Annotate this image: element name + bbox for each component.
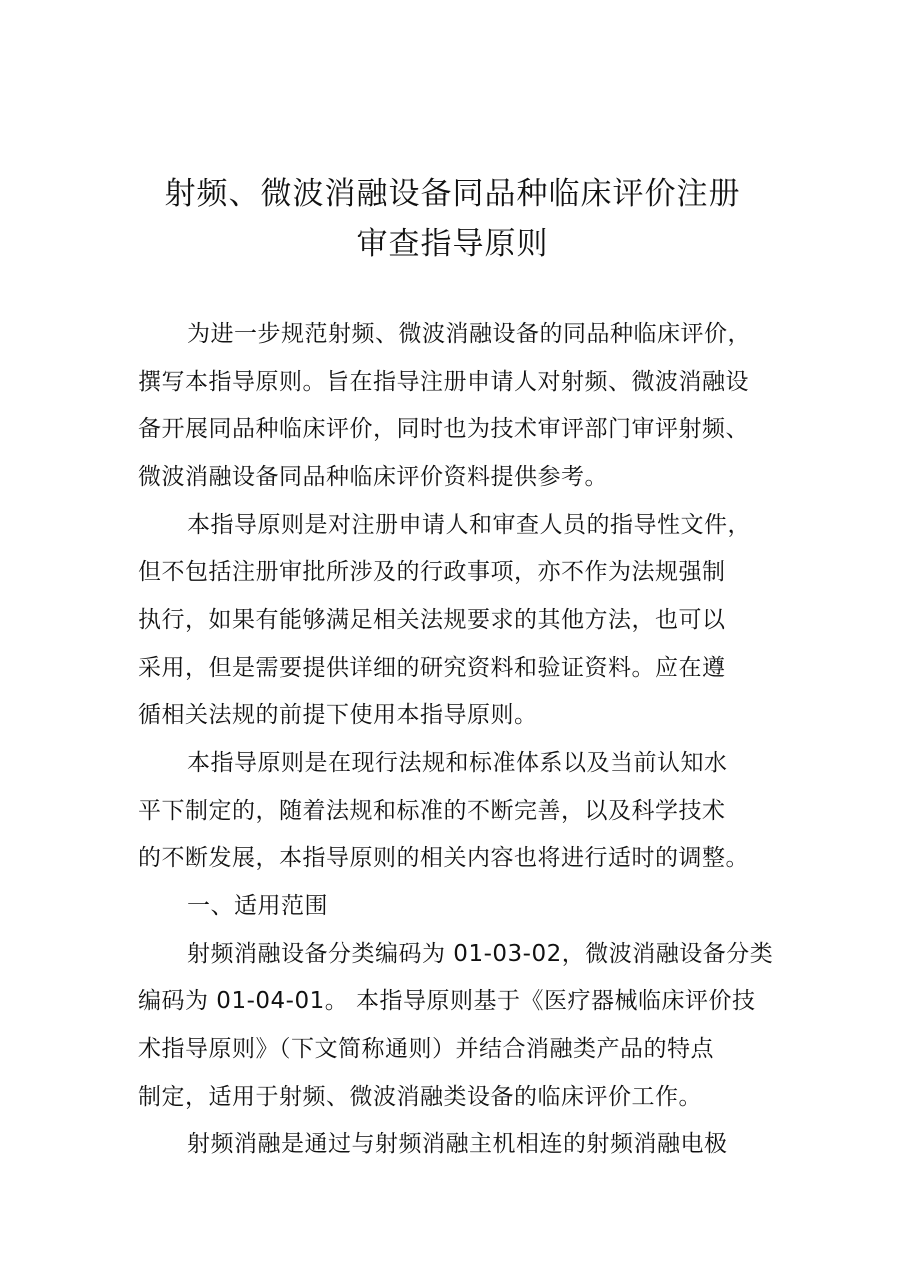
text-line: 执行，如果有能够满足相关法规要求的其他方法，也可以 [138, 607, 726, 633]
text-line: 术指导原则》（下文简称通则）并结合消融类产品的特点 [138, 1036, 714, 1062]
text-line: 的不断发展，本指导原则的相关内容也将进行适时的调整。 [138, 845, 749, 871]
text-line: 制定，适用于射频、微波消融类设备的临床评价工作。 [138, 1084, 702, 1110]
text-line: 撰写本指导原则。旨在指导注册申请人对射频、微波消融设 [138, 369, 749, 395]
text-line: 平下制定的，随着法规和标准的不断完善，以及科学技术 [138, 798, 726, 824]
text-line: 本指导原则是对注册申请人和审查人员的指导性文件， [187, 512, 751, 538]
text-line: 采用，但是需要提供详细的研究资料和验证资料。应在遵 [138, 655, 726, 681]
document-title-line-2: 审查指导原则 [356, 226, 549, 262]
text-line: 循相关法规的前提下使用本指导原则。 [138, 702, 538, 728]
text-line: 射频消融是通过与射频消融主机相连的射频消融电极 [187, 1131, 728, 1157]
text-line: 本指导原则是在现行法规和标准体系以及当前认知水 [187, 750, 728, 776]
text-line: 备开展同品种临床评价，同时也为技术审评部门审评射频、 [138, 416, 749, 442]
text-line: 微波消融设备同品种临床评价资料提供参考。 [138, 464, 608, 490]
text-line: 编码为 01-04-01。 本指导原则基于《医疗器械临床评价技 [138, 988, 756, 1014]
text-line: 射频消融设备分类编码为 01-03-02，微波消融设备分类 [187, 941, 774, 967]
text-line: 为进一步规范射频、微波消融设备的同品种临床评价， [187, 321, 751, 347]
section-heading: 一、适用范围 [187, 893, 328, 919]
document-title-line-1: 射频、微波消融设备同品种临床评价注册 [164, 176, 741, 212]
text-line: 但不包括注册审批所涉及的行政事项，亦不作为法规强制 [138, 559, 726, 585]
